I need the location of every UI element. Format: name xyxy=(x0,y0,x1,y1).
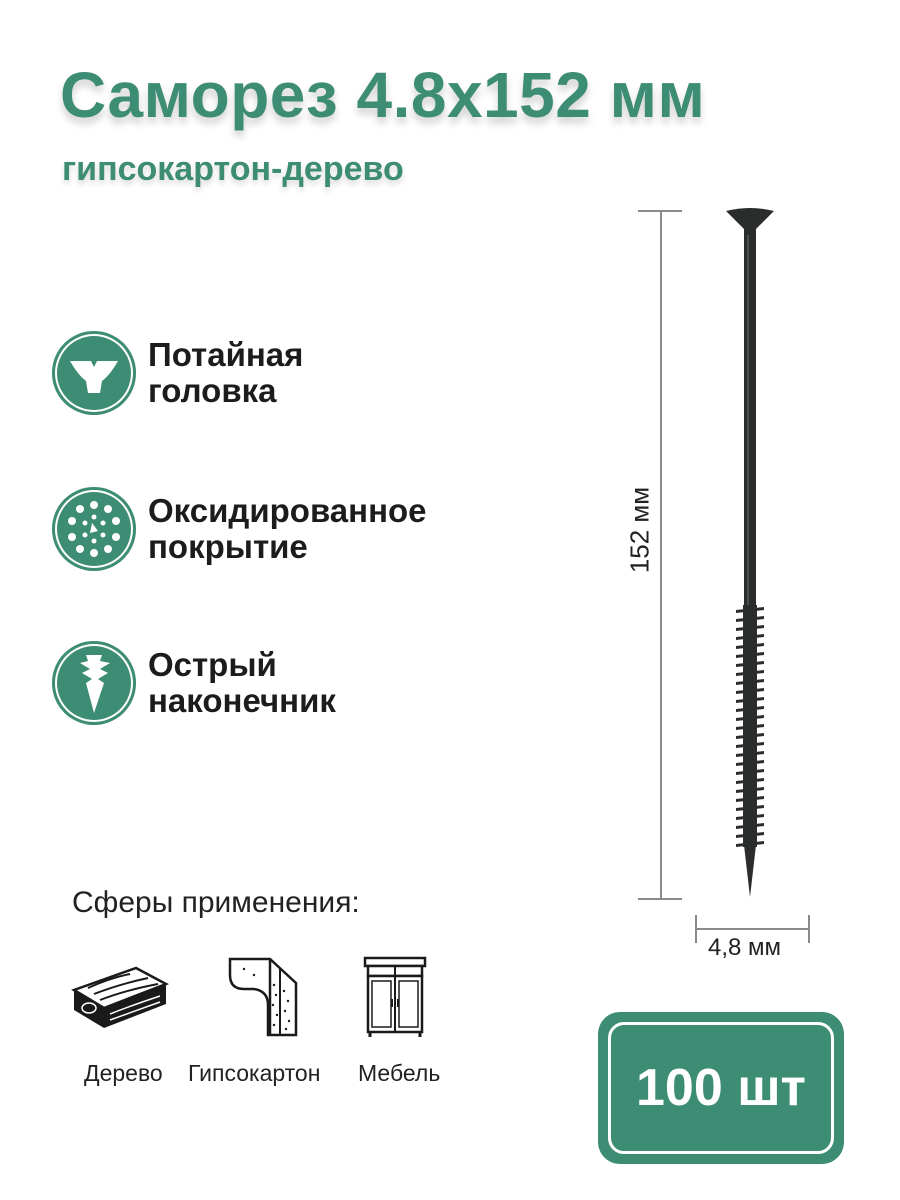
length-dimension-cap-bottom xyxy=(638,898,682,900)
feature-label-line1: Острый xyxy=(148,646,277,683)
oxidized-coating-icon xyxy=(52,487,136,571)
quantity-badge xyxy=(598,1012,844,1164)
feature-oxidized-coating xyxy=(52,487,427,571)
applications-title: Сферы применения: xyxy=(72,886,360,919)
application-label-furniture: Мебель xyxy=(358,1060,441,1086)
diameter-dimension-cap-right xyxy=(808,915,810,943)
feature-label-line1: Потайная xyxy=(148,336,304,373)
feature-label-line2: наконечник xyxy=(148,682,336,719)
quantity-label: 100 шт xyxy=(635,1059,806,1117)
diameter-dimension-line xyxy=(696,928,810,930)
feature-sharp-tip xyxy=(52,641,336,725)
drywall-panel-icon xyxy=(224,955,304,1039)
feature-label-line2: головка xyxy=(148,372,277,409)
screw-image xyxy=(722,205,778,905)
feature-label-line1: Оксидированное xyxy=(148,492,427,529)
feature-label-line2: покрытие xyxy=(148,528,308,565)
wood-plank-icon xyxy=(70,962,170,1032)
countersunk-head-icon xyxy=(52,331,136,415)
sharp-tip-icon xyxy=(52,641,136,725)
application-label-drywall: Гипсокартон xyxy=(188,1060,321,1086)
cabinet-icon xyxy=(362,955,428,1039)
application-label-wood: Дерево xyxy=(84,1060,163,1086)
length-dimension-label: 152 мм xyxy=(624,486,655,574)
length-dimension-line xyxy=(660,210,662,900)
diameter-dimension-label: 4,8 мм xyxy=(708,934,782,961)
product-subtitle: гипсокартон-дерево xyxy=(62,150,404,188)
feature-countersunk-head xyxy=(52,331,303,415)
product-title: Саморез 4.8x152 мм xyxy=(60,59,706,131)
